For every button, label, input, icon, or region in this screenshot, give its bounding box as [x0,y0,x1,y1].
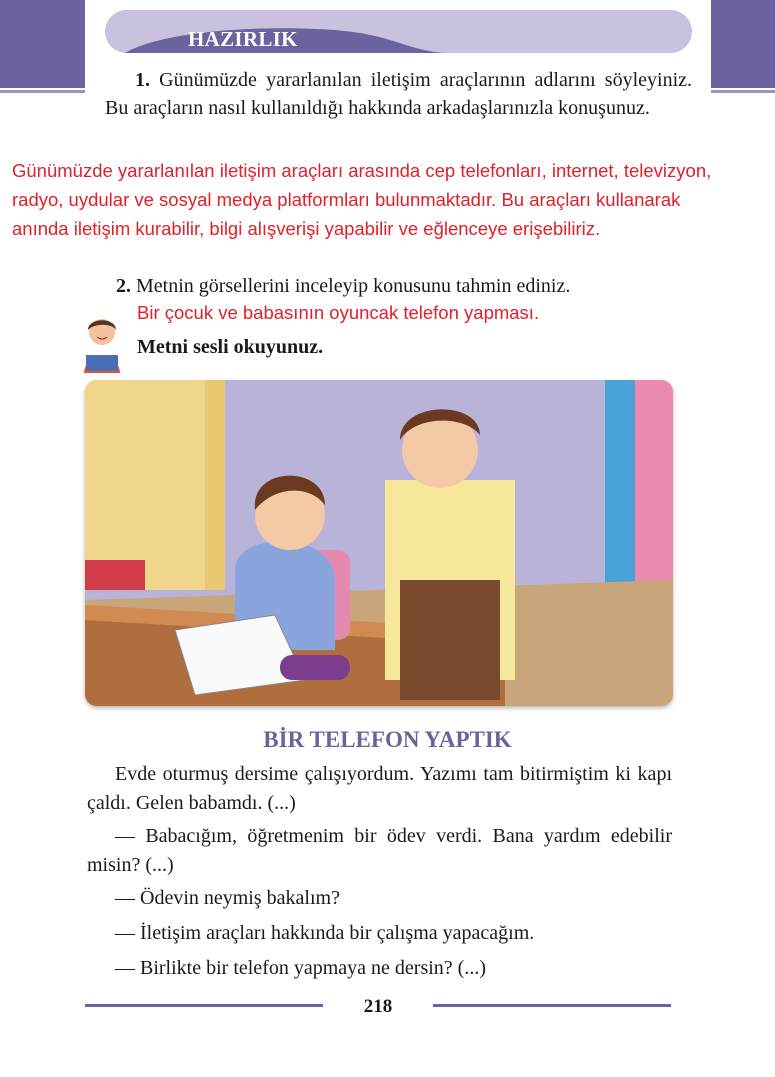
section-title: HAZIRLIK [188,27,298,51]
answer-line: radyo, uydular ve sosyal medya platformları bulunmaktadır. Bu araçları kullanarak [12,189,681,210]
story-paragraph: Evde oturmuş dersime çalışıyordum. Yazımı tam bitirmiştim ki kapı çaldı. Gelen babamdı. (...) [87,763,672,814]
story-paragraph: — Ödevin neymiş bakalım? [115,887,340,909]
question-number: 2. [116,275,131,297]
question-2 [116,272,570,300]
divider [711,90,775,93]
section-header [105,10,692,53]
story-paragraph: — Babacığım, öğretmenim bir ödev verdi. Bana yardım edebilir misin? (...) [87,825,672,876]
decorative-side-bar-right [711,0,775,88]
decorative-side-bar-left [0,0,85,88]
question-text: Günümüzde yararlanılan iletişim araçlarının adlarını söyleyiniz. Bu araçların nasıl kullanıldığı hakkında arkadaşlarınızla konuşunuz. [105,69,693,119]
answer-2: Bir çocuk ve babasının oyuncak telefon yapması. [137,302,540,323]
answer-1 [12,156,711,243]
question-1 [105,66,692,122]
reading-child-icon [80,315,124,373]
page-number: 218 [363,996,393,1017]
story-paragraph: — İletişim araçları hakkında bir çalışma yapacağım. [115,922,535,944]
answer-line: Günümüzde yararlanılan iletişim araçları arasında cep telefonları, internet, televizyon, [12,160,712,181]
story-paragraph: — Birlikte bir telefon yapmaya ne dersin? (...) [115,957,486,979]
answer-line: anında iletişim kurabilir, bilgi alışverişi yapabilir ve eğlenceye erişebiliriz. [12,218,601,239]
father-and-son-at-desk-image [85,380,673,706]
divider [0,90,85,93]
question-text: Metnin görsellerini inceleyip konusunu tahmin ediniz. [136,275,571,297]
story-title: BİR TELEFON YAPTIK [263,727,512,752]
story-illustration [85,380,673,706]
question-number: 1. [135,69,150,91]
instruction: Metni sesli okuyunuz. [137,336,324,358]
